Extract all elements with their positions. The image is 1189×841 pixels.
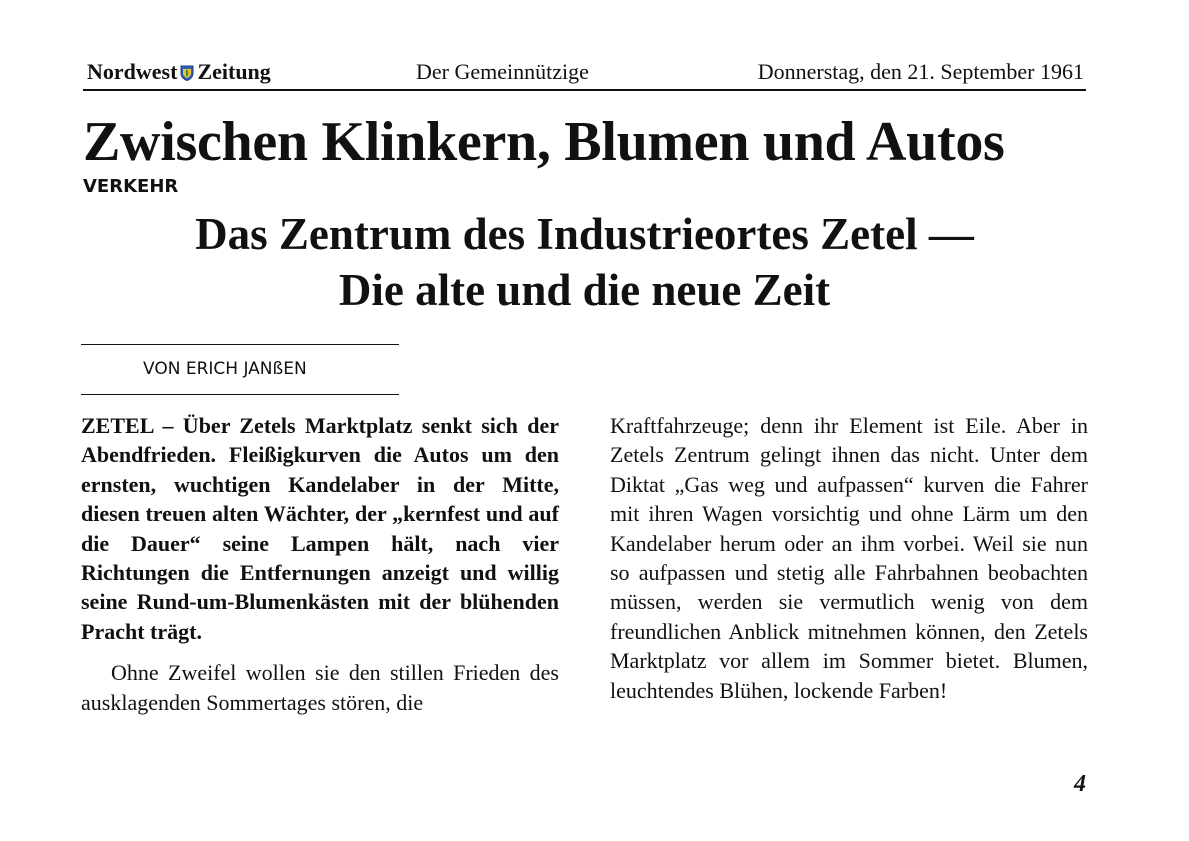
page-number: 4	[1074, 771, 1086, 797]
article-subhead	[83, 206, 1086, 318]
masthead	[83, 58, 1086, 91]
byline-rule-top	[81, 344, 399, 345]
newspaper-name-right: Zeitung	[197, 59, 271, 84]
body-paragraph-2: Ohne Zweifel wollen sie den stillen Frieden des ausklagenden Sommertages stören, die	[81, 660, 559, 715]
lead-paragraph: ZETEL – Über Zetels Marktplatz senkt sich der Abendfrieden. Fleißigkurven die Autos um den ernsten, wuchtigen Kandelaber in der Mitte, diesen treuen alten Wächter, der „kernfest und auf die Dauer“ seine Lampen hält, nach vier Richtungen die Entfernungen anzeigt und willig seine Rund-um-Blumenkästen mit der blühenden Pracht trägt.	[81, 413, 559, 644]
newspaper-name	[87, 59, 271, 85]
issue-date: Donnerstag, den 21. September 1961	[757, 59, 1084, 84]
article-column-left	[81, 411, 559, 717]
subhead-line-2: Die alte und die neue Zeit	[338, 265, 831, 315]
subhead-line-1: Das Zentrum des Industrieortes Zetel —	[195, 209, 974, 259]
coat-of-arms-icon	[180, 61, 194, 77]
article-rubric: VERKEHR	[83, 176, 179, 197]
section-name: Der Gemeinnützige	[416, 59, 589, 84]
body-paragraph-3: Kraftfahrzeuge; denn ihr Element ist Eile. Aber in Zetels Zentrum gelingt ihnen das nicht. Unter dem Diktat „Gas weg und aufpassen“ kurven die Fahrer mit ihren Wagen vorsichtig und ohne Lärm um den Kandelaber herum oder an ihm vorbei. Weil sie nun so aufpassen und stetig alle Fahrbahnen beobachten müssen, werden sie vermutlich wenig von dem freundlichen Anblick mitnehmen können, den Zetels Marktplatz vor allem im Sommer bietet. Blumen, leuchtendes Blühen, lockende Farben!	[610, 413, 1088, 703]
byline-rule-bottom	[81, 394, 399, 395]
article-headline: Zwischen Klinkern, Blumen und Autos	[83, 111, 1005, 173]
byline-author: VON ERICH JANßEN	[143, 359, 307, 379]
byline	[81, 358, 399, 380]
newspaper-name-left: Nordwest	[87, 59, 178, 84]
article-column-right	[610, 411, 1088, 705]
